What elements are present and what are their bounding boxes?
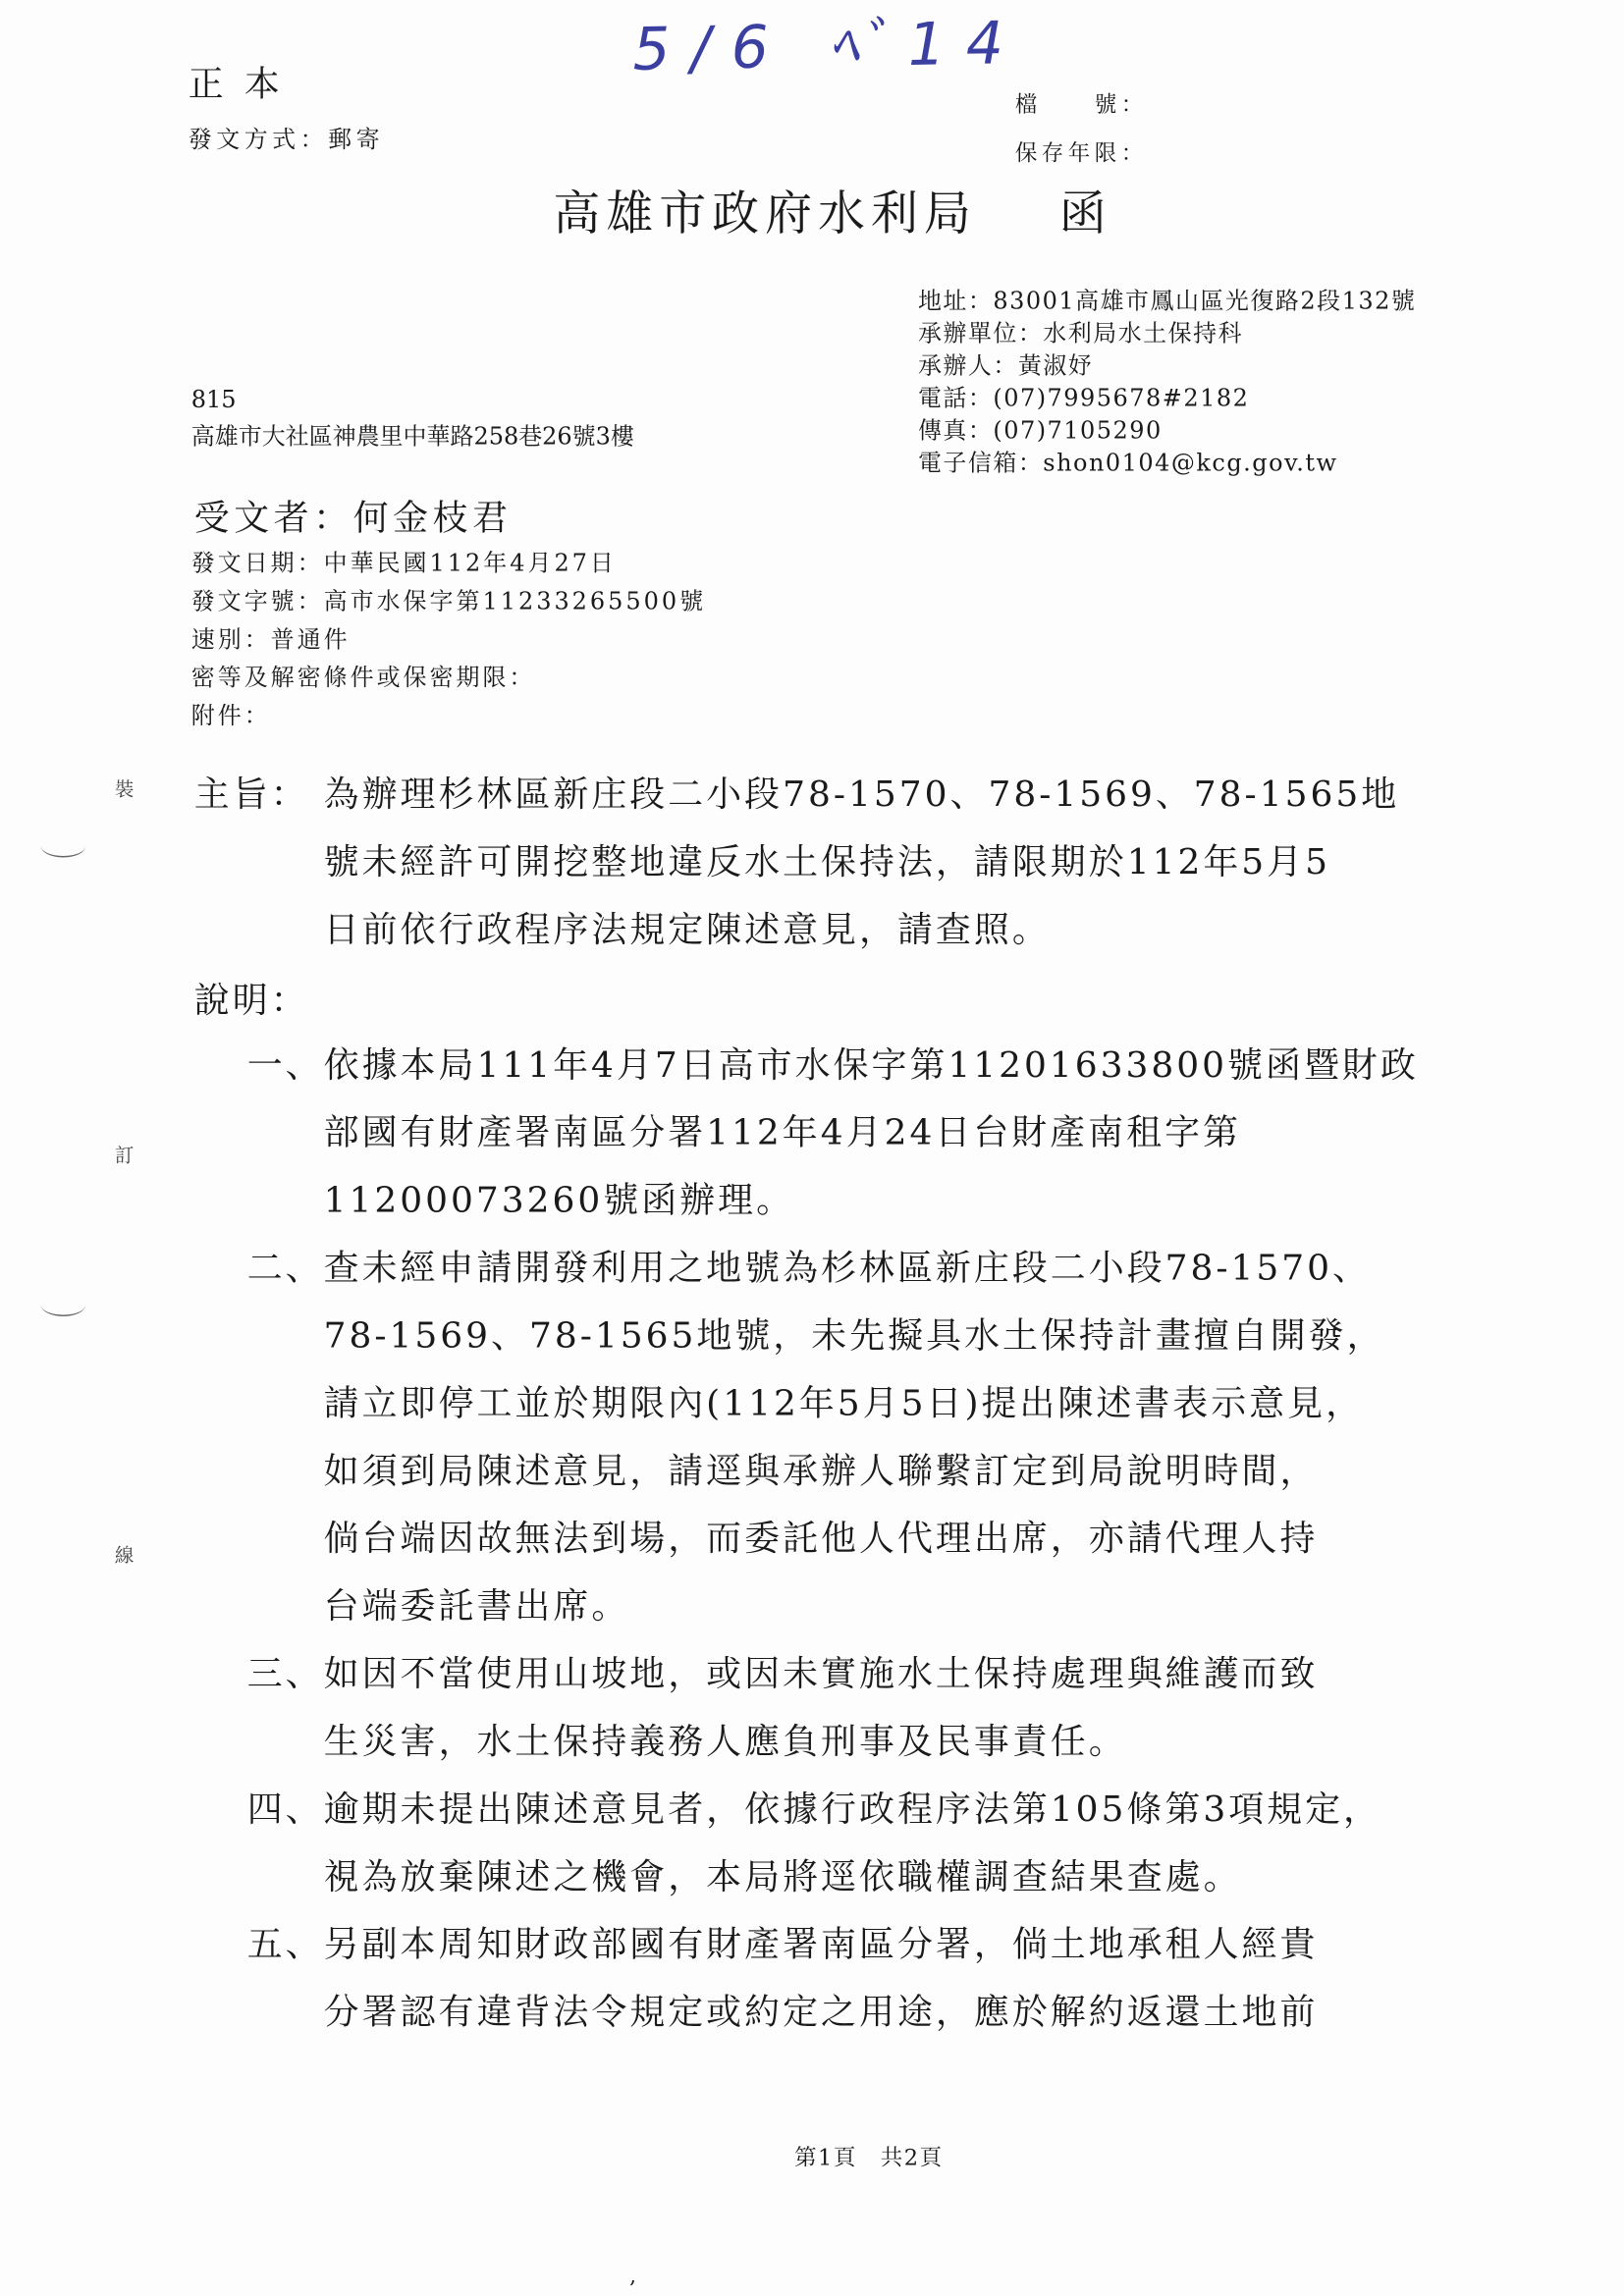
recipient-street-address: 高雄市大社區神農里中華路258巷26號3樓 [190,422,634,451]
binding-mark-bottom: 線 [114,1545,135,1569]
item-line: 查未經申請開發利用之地號為杉林區新庄段二小段78-1570、 [323,1247,1372,1289]
explanation-label: 說明： [193,979,309,1021]
item-line: 請立即停工並於期限內(112年5月5日)提出陳述書表示意見， [323,1382,1365,1424]
item-number: 五、 [246,1923,324,1965]
punch-hole-mark [41,835,85,857]
subject-line: 號未經許可開挖整地違反水土保持法，請限期於112年5月5 [323,841,1331,882]
item-line: 部國有財產署南區分署112年4月24日台財產南租字第 [323,1111,1242,1153]
attachment: 附件： [190,701,271,730]
document-title [553,177,1111,244]
secrecy-level: 密等及解密條件或保密期限： [190,663,536,692]
item-line: 如因不當使用山坡地，或因未實施水土保持處理與維護而致 [323,1653,1319,1695]
item-line: 視為放棄陳述之機會，本局將逕依職權調查結果查處。 [323,1855,1242,1897]
item-line: 逾期未提出陳述意見者，依據行政程序法第105條第3項規定， [323,1788,1382,1830]
item-line: 依據本局111年4月7日高市水保字第11201633800號函暨財政 [323,1043,1419,1086]
contact-handler: 承辦人：黃淑妤 [917,351,1094,380]
document-type: 函 [1058,185,1112,241]
handwritten-note: 5/6 ﾍﾞ14 [631,10,1025,84]
item-line: 台端委託書出席。 [323,1585,630,1628]
item-line: 78-1569、78-1565地號，未先擬具水土保持計畫擅自開發， [323,1314,1385,1357]
send-method: 發文方式：郵寄 [188,125,385,153]
file-number-label: 檔 號： [1014,90,1148,118]
copy-type: 正本 [188,63,300,105]
issue-date: 發文日期：中華民國112年4月27日 [190,548,617,577]
page-footer: 第1頁 共2頁 [794,2144,944,2171]
issuing-org: 高雄市政府水利局 [553,185,977,241]
item-line: 倘台端因故無法到場，而委託他人代理出席，亦請代理人持 [323,1518,1319,1560]
item-number: 四、 [246,1788,324,1830]
item-line: 11200073260號函辦理。 [323,1179,795,1221]
binding-mark-top: 裝 [114,779,135,802]
subject-line: 日前依行政程序法規定陳述意見，請查照。 [323,908,1051,950]
recipient-postal-code: 815 [190,385,237,414]
contact-address: 地址：83001高雄市鳳山區光復路2段132號 [917,287,1417,315]
item-number: 三、 [246,1653,324,1695]
document-number: 發文字號：高市水保字第11233265500號 [190,586,707,615]
contact-phone: 電話：(07)7995678#2182 [917,384,1250,412]
subject-label: 主旨： [193,774,309,816]
item-number: 一、 [246,1043,324,1086]
item-number: 二、 [246,1247,324,1289]
item-line: 分署認有違背法令規定或約定之用途，應於解約返還土地前 [323,1991,1319,2033]
item-line: 另副本周知財政部國有財產署南區分署，倘土地承租人經貴 [323,1923,1319,1965]
contact-unit: 承辦單位：水利局水土保持科 [917,319,1244,347]
speed-class: 速別：普通件 [190,624,351,654]
contact-email: 電子信箱：shon0104@kcg.gov.tw [917,448,1338,477]
recipient: 受文者：何金枝君 [193,497,513,539]
scan-speck: , [629,2265,636,2289]
item-line: 如須到局陳述意見，請逕與承辦人聯繫訂定到局說明時間， [323,1450,1319,1492]
contact-fax: 傳真：(07)7105290 [917,416,1163,445]
subject-line: 為辦理杉林區新庄段二小段78-1570、78-1569、78-1565地 [323,774,1400,816]
retention-label: 保存年限： [1014,139,1148,167]
binding-mark-middle: 訂 [114,1146,135,1168]
item-line: 生災害，水土保持義務人應負刑事及民事責任。 [323,1721,1127,1762]
punch-hole-mark [41,1295,85,1316]
